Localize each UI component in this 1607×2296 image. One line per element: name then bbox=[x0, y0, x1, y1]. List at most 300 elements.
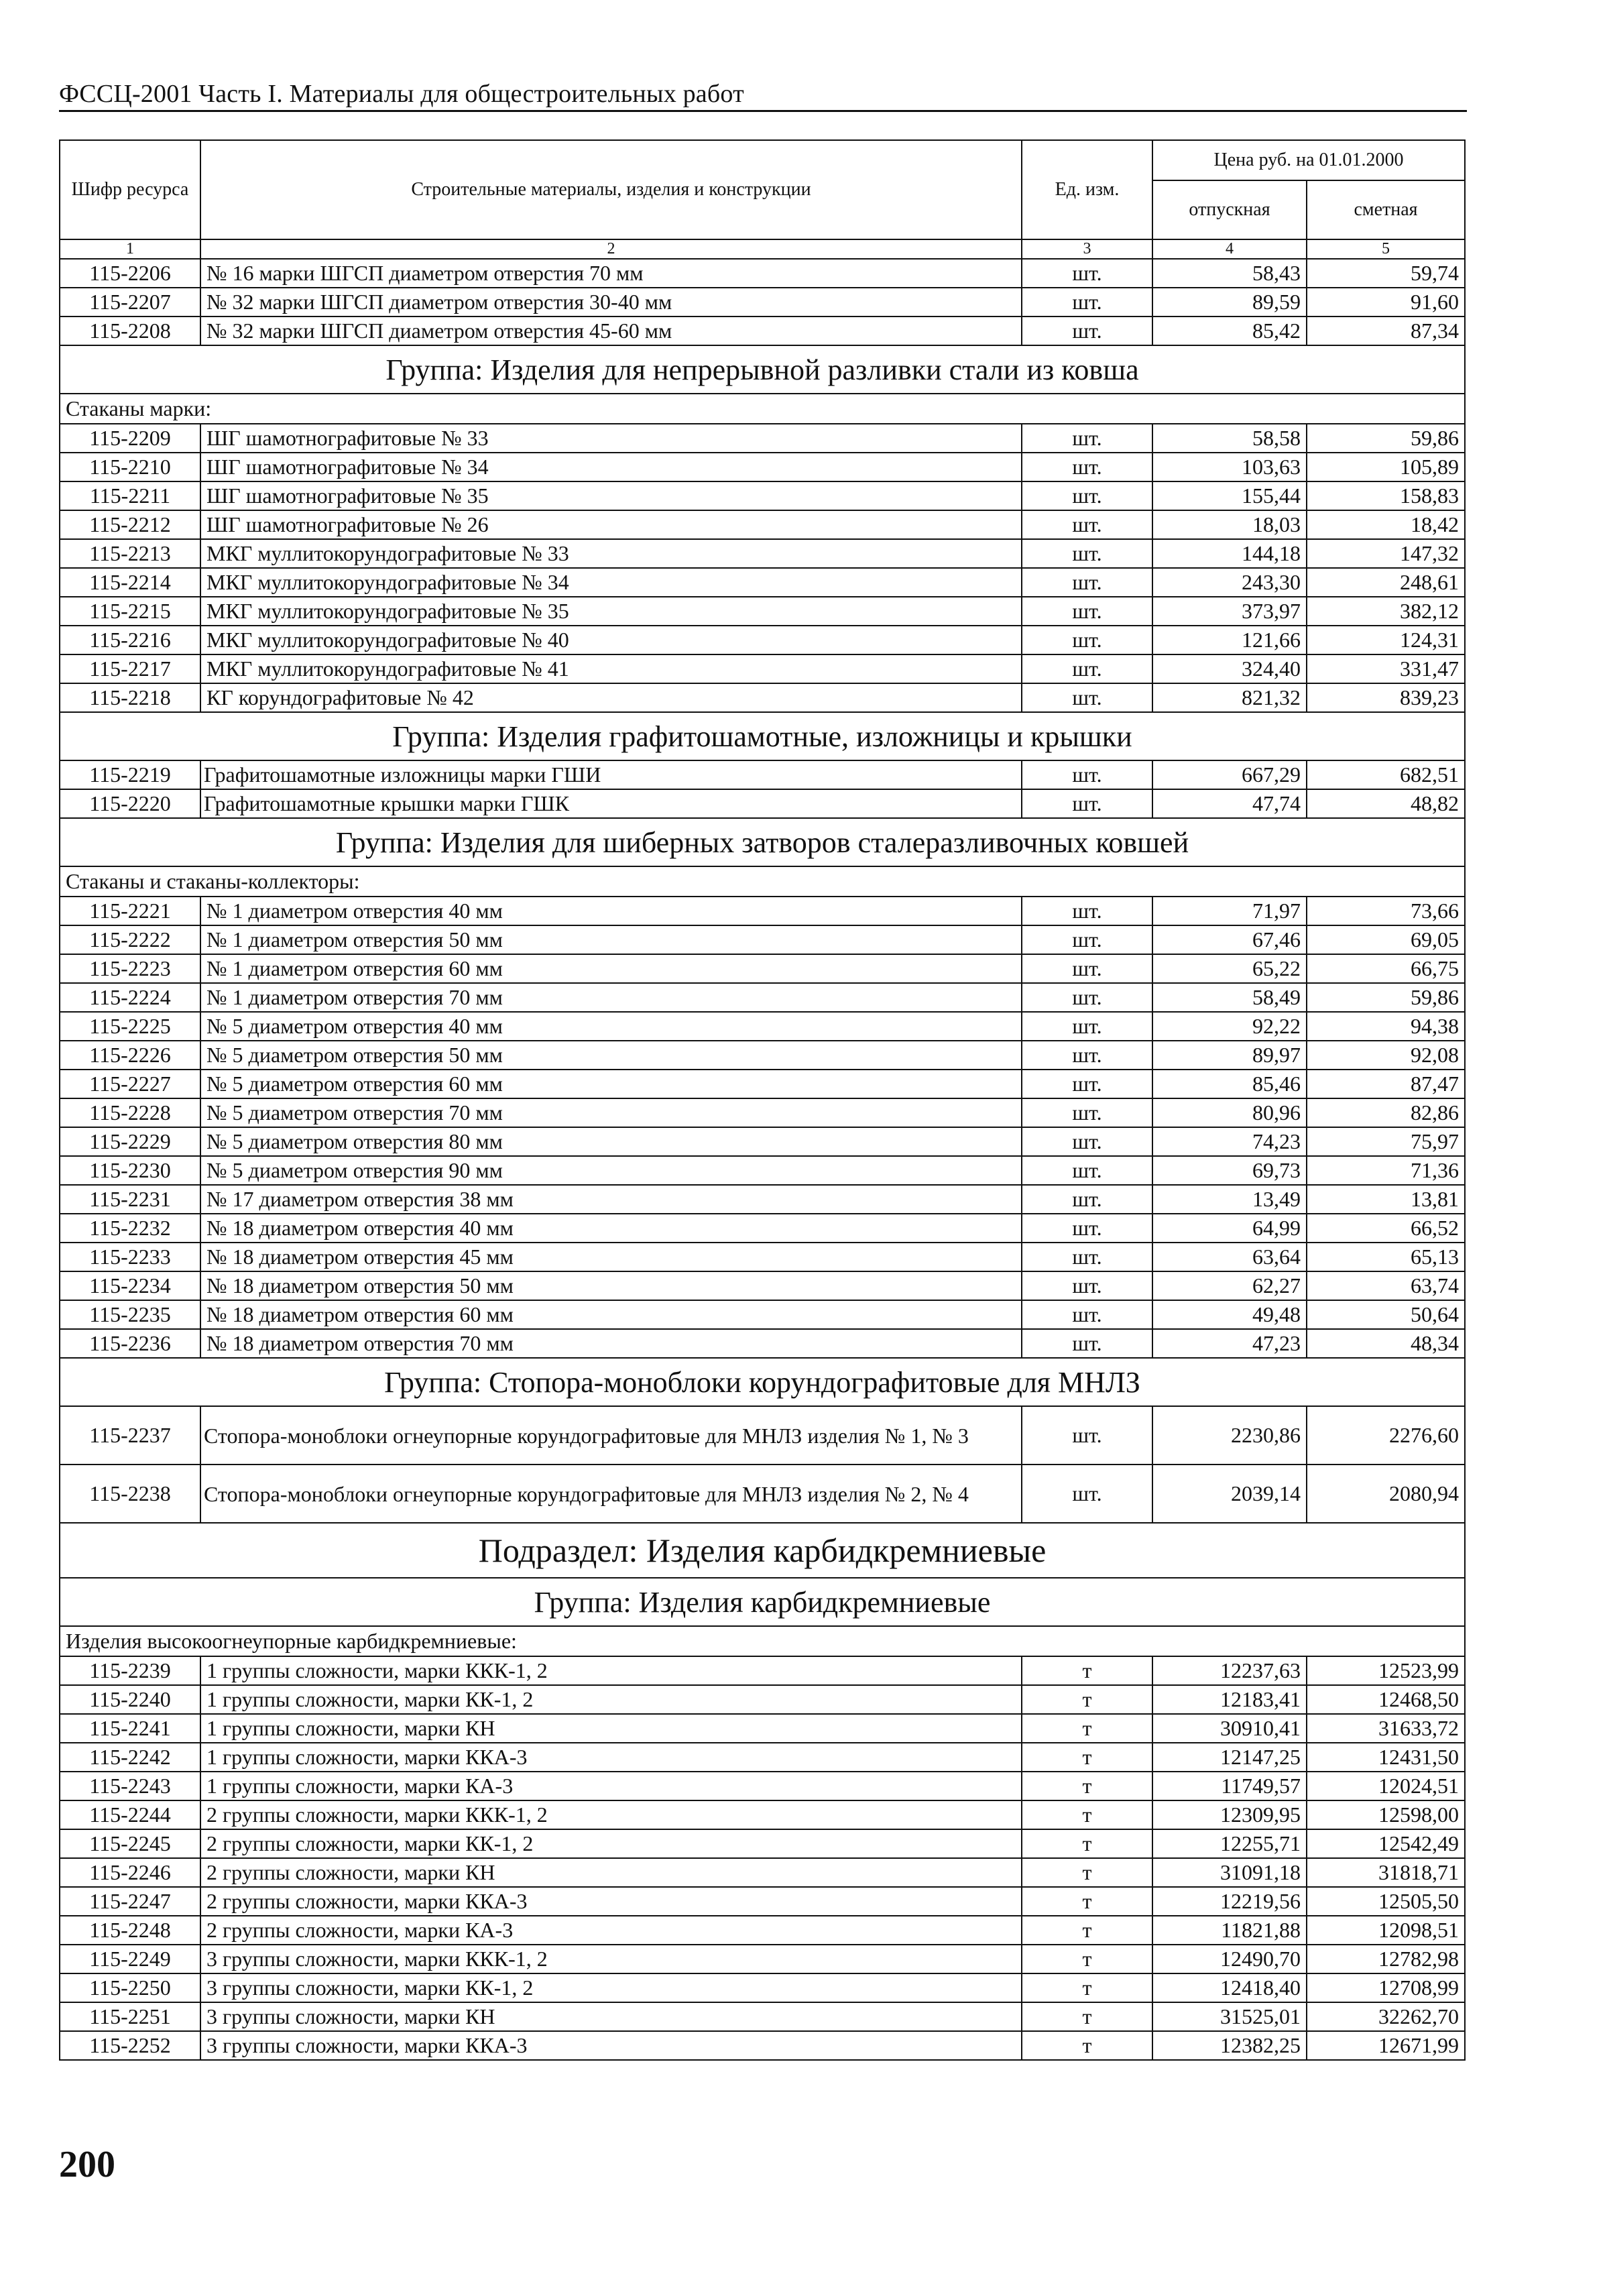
material-name: 2 группы сложности, марки ККА-3 bbox=[200, 1887, 1022, 1916]
table-row bbox=[60, 568, 1465, 597]
unit-cell: шт. bbox=[1022, 424, 1152, 453]
material-name: № 18 диаметром отверстия 45 мм bbox=[200, 1243, 1022, 1271]
estimate-price: 31633,72 bbox=[1307, 1714, 1465, 1743]
unit-cell: т bbox=[1022, 1829, 1152, 1858]
material-name: № 32 марки ШГСП диаметром отверстия 45-60 мм bbox=[200, 317, 1022, 345]
resource-code: 115-2208 bbox=[60, 317, 200, 345]
resource-code: 115-2209 bbox=[60, 424, 200, 453]
material-name: 3 группы сложности, марки ККА-3 bbox=[200, 2031, 1022, 2060]
estimate-price: 12782,98 bbox=[1307, 1945, 1465, 1973]
release-price: 31525,01 bbox=[1152, 2002, 1307, 2031]
resource-code: 115-2230 bbox=[60, 1156, 200, 1185]
unit-cell: шт. bbox=[1022, 1156, 1152, 1185]
unit-cell: т bbox=[1022, 1685, 1152, 1714]
sub-row bbox=[60, 1626, 1465, 1656]
estimate-price: 12098,51 bbox=[1307, 1916, 1465, 1945]
table-body bbox=[60, 259, 1465, 2060]
resource-code: 115-2252 bbox=[60, 2031, 200, 2060]
material-name: № 1 диаметром отверстия 60 мм bbox=[200, 954, 1022, 983]
release-price: 243,30 bbox=[1152, 568, 1307, 597]
material-name: ШГ шамотнографитовые № 26 bbox=[200, 510, 1022, 539]
table-row bbox=[60, 1714, 1465, 1743]
table-row bbox=[60, 1070, 1465, 1098]
release-price: 89,59 bbox=[1152, 288, 1307, 317]
release-price: 12382,25 bbox=[1152, 2031, 1307, 2060]
resource-code: 115-2220 bbox=[60, 789, 200, 818]
unit-cell: шт. bbox=[1022, 1300, 1152, 1329]
release-price: 92,22 bbox=[1152, 1012, 1307, 1041]
group-title: Группа: Изделия карбидкремниевые bbox=[60, 1578, 1465, 1626]
table-row bbox=[60, 259, 1465, 288]
resource-code: 115-2233 bbox=[60, 1243, 200, 1271]
resource-code: 115-2217 bbox=[60, 654, 200, 683]
release-price: 11821,88 bbox=[1152, 1916, 1307, 1945]
resource-code: 115-2244 bbox=[60, 1800, 200, 1829]
unit-cell: шт. bbox=[1022, 317, 1152, 345]
table-row bbox=[60, 683, 1465, 712]
estimate-price: 71,36 bbox=[1307, 1156, 1465, 1185]
table-row bbox=[60, 1858, 1465, 1887]
release-price: 30910,41 bbox=[1152, 1714, 1307, 1743]
unit-cell: т bbox=[1022, 1887, 1152, 1916]
estimate-price: 59,74 bbox=[1307, 259, 1465, 288]
estimate-price: 75,97 bbox=[1307, 1127, 1465, 1156]
release-price: 667,29 bbox=[1152, 760, 1307, 789]
resource-code: 115-2235 bbox=[60, 1300, 200, 1329]
material-name: 2 группы сложности, марки КН bbox=[200, 1858, 1022, 1887]
estimate-price: 105,89 bbox=[1307, 453, 1465, 481]
resource-code: 115-2215 bbox=[60, 597, 200, 626]
table-row bbox=[60, 1127, 1465, 1156]
release-price: 62,27 bbox=[1152, 1271, 1307, 1300]
material-name: Графитошамотные изложницы марки ГШИ bbox=[200, 760, 1022, 789]
release-price: 12147,25 bbox=[1152, 1743, 1307, 1772]
estimate-price: 12431,50 bbox=[1307, 1743, 1465, 1772]
material-name: Стопора-моноблоки огнеупорные корундографитовые для МНЛЗ изделия № 1, № 3 bbox=[200, 1406, 1022, 1465]
material-name: № 18 диаметром отверстия 40 мм bbox=[200, 1214, 1022, 1243]
resource-code: 115-2227 bbox=[60, 1070, 200, 1098]
release-price: 63,64 bbox=[1152, 1243, 1307, 1271]
resource-code: 115-2226 bbox=[60, 1041, 200, 1070]
sub-title: Стаканы марки: bbox=[60, 394, 1465, 424]
estimate-price: 13,81 bbox=[1307, 1185, 1465, 1214]
release-price: 324,40 bbox=[1152, 654, 1307, 683]
estimate-price: 87,34 bbox=[1307, 317, 1465, 345]
estimate-price: 63,74 bbox=[1307, 1271, 1465, 1300]
material-name: № 1 диаметром отверстия 70 мм bbox=[200, 983, 1022, 1012]
release-price: 67,46 bbox=[1152, 925, 1307, 954]
estimate-price: 331,47 bbox=[1307, 654, 1465, 683]
group-title: Группа: Изделия графитошамотные, изложницы и крышки bbox=[60, 712, 1465, 760]
table-row bbox=[60, 1271, 1465, 1300]
estimate-price: 92,08 bbox=[1307, 1041, 1465, 1070]
sub-title: Стаканы и стаканы-коллекторы: bbox=[60, 866, 1465, 897]
estimate-price: 31818,71 bbox=[1307, 1858, 1465, 1887]
material-name: 2 группы сложности, марки КА-3 bbox=[200, 1916, 1022, 1945]
group-title: Группа: Изделия для шиберных затворов сталеразливочных ковшей bbox=[60, 818, 1465, 866]
table-row bbox=[60, 510, 1465, 539]
unit-cell: шт. bbox=[1022, 1070, 1152, 1098]
unit-cell: шт. bbox=[1022, 510, 1152, 539]
estimate-price: 87,47 bbox=[1307, 1070, 1465, 1098]
col-unit-header: Ед. изм. bbox=[1022, 140, 1152, 239]
release-price: 373,97 bbox=[1152, 597, 1307, 626]
group-title: Группа: Стопора-моноблоки корундографитовые для МНЛЗ bbox=[60, 1358, 1465, 1406]
unit-cell: шт. bbox=[1022, 1041, 1152, 1070]
material-name: КГ корундографитовые № 42 bbox=[200, 683, 1022, 712]
release-price: 12219,56 bbox=[1152, 1887, 1307, 1916]
estimate-price: 82,86 bbox=[1307, 1098, 1465, 1127]
resource-code: 115-2228 bbox=[60, 1098, 200, 1127]
release-price: 13,49 bbox=[1152, 1185, 1307, 1214]
table-row bbox=[60, 1406, 1465, 1465]
material-name: № 1 диаметром отверстия 50 мм bbox=[200, 925, 1022, 954]
table-row bbox=[60, 1098, 1465, 1127]
resource-code: 115-2239 bbox=[60, 1656, 200, 1685]
page-header: ФССЦ-2001 Часть I. Материалы для общестроительных работ bbox=[59, 79, 1467, 112]
table-row bbox=[60, 983, 1465, 1012]
table-row bbox=[60, 789, 1465, 818]
unit-cell: шт. bbox=[1022, 481, 1152, 510]
unit-cell: шт. bbox=[1022, 1329, 1152, 1358]
col-index: 4 bbox=[1152, 239, 1307, 259]
unit-cell: шт. bbox=[1022, 897, 1152, 925]
section-row bbox=[60, 1523, 1465, 1578]
resource-code: 115-2243 bbox=[60, 1772, 200, 1800]
resource-code: 115-2225 bbox=[60, 1012, 200, 1041]
material-name: МКГ муллитокорундографитовые № 34 bbox=[200, 568, 1022, 597]
material-name: № 5 диаметром отверстия 70 мм bbox=[200, 1098, 1022, 1127]
resource-code: 115-2207 bbox=[60, 288, 200, 317]
release-price: 65,22 bbox=[1152, 954, 1307, 983]
release-price: 11749,57 bbox=[1152, 1772, 1307, 1800]
unit-cell: шт. bbox=[1022, 1271, 1152, 1300]
material-name: ШГ шамотнографитовые № 33 bbox=[200, 424, 1022, 453]
estimate-price: 94,38 bbox=[1307, 1012, 1465, 1041]
release-price: 2039,14 bbox=[1152, 1465, 1307, 1523]
sub-title: Изделия высокоогнеупорные карбидкремниевые: bbox=[60, 1626, 1465, 1656]
release-price: 64,99 bbox=[1152, 1214, 1307, 1243]
resource-code: 115-2250 bbox=[60, 1973, 200, 2002]
material-name: 3 группы сложности, марки ККК-1, 2 bbox=[200, 1945, 1022, 1973]
table-row bbox=[60, 453, 1465, 481]
unit-cell: т bbox=[1022, 1656, 1152, 1685]
table-row bbox=[60, 1300, 1465, 1329]
release-price: 47,74 bbox=[1152, 789, 1307, 818]
unit-cell: шт. bbox=[1022, 954, 1152, 983]
unit-cell: шт. bbox=[1022, 1127, 1152, 1156]
estimate-price: 50,64 bbox=[1307, 1300, 1465, 1329]
resource-code: 115-2247 bbox=[60, 1887, 200, 1916]
estimate-price: 682,51 bbox=[1307, 760, 1465, 789]
unit-cell: шт. bbox=[1022, 1406, 1152, 1465]
estimate-price: 2080,94 bbox=[1307, 1465, 1465, 1523]
resource-code: 115-2251 bbox=[60, 2002, 200, 2031]
estimate-price: 65,13 bbox=[1307, 1243, 1465, 1271]
release-price: 80,96 bbox=[1152, 1098, 1307, 1127]
estimate-price: 12523,99 bbox=[1307, 1656, 1465, 1685]
release-price: 12237,63 bbox=[1152, 1656, 1307, 1685]
release-price: 103,63 bbox=[1152, 453, 1307, 481]
release-price: 85,46 bbox=[1152, 1070, 1307, 1098]
release-price: 69,73 bbox=[1152, 1156, 1307, 1185]
material-name: 1 группы сложности, марки КК-1, 2 bbox=[200, 1685, 1022, 1714]
release-price: 12255,71 bbox=[1152, 1829, 1307, 1858]
table-row bbox=[60, 897, 1465, 925]
material-name: № 32 марки ШГСП диаметром отверстия 30-40 мм bbox=[200, 288, 1022, 317]
price-table bbox=[59, 139, 1466, 2061]
table-row bbox=[60, 424, 1465, 453]
material-name: № 17 диаметром отверстия 38 мм bbox=[200, 1185, 1022, 1214]
estimate-price: 12671,99 bbox=[1307, 2031, 1465, 2060]
unit-cell: шт. bbox=[1022, 1012, 1152, 1041]
material-name: № 5 диаметром отверстия 90 мм bbox=[200, 1156, 1022, 1185]
material-name: № 5 диаметром отверстия 40 мм bbox=[200, 1012, 1022, 1041]
table-row bbox=[60, 481, 1465, 510]
resource-code: 115-2240 bbox=[60, 1685, 200, 1714]
estimate-price: 66,75 bbox=[1307, 954, 1465, 983]
material-name: № 18 диаметром отверстия 60 мм bbox=[200, 1300, 1022, 1329]
material-name: МКГ муллитокорундографитовые № 40 bbox=[200, 626, 1022, 654]
release-price: 144,18 bbox=[1152, 539, 1307, 568]
resource-code: 115-2246 bbox=[60, 1858, 200, 1887]
release-price: 58,49 bbox=[1152, 983, 1307, 1012]
resource-code: 115-2211 bbox=[60, 481, 200, 510]
resource-code: 115-2223 bbox=[60, 954, 200, 983]
unit-cell: т bbox=[1022, 1973, 1152, 2002]
release-price: 12490,70 bbox=[1152, 1945, 1307, 1973]
estimate-price: 32262,70 bbox=[1307, 2002, 1465, 2031]
release-price: 18,03 bbox=[1152, 510, 1307, 539]
table-row bbox=[60, 1743, 1465, 1772]
unit-cell: шт. bbox=[1022, 1185, 1152, 1214]
sub-row bbox=[60, 394, 1465, 424]
unit-cell: шт. bbox=[1022, 453, 1152, 481]
material-name: 1 группы сложности, марки КА-3 bbox=[200, 1772, 1022, 1800]
estimate-price: 382,12 bbox=[1307, 597, 1465, 626]
table-row bbox=[60, 2002, 1465, 2031]
resource-code: 115-2219 bbox=[60, 760, 200, 789]
table-row bbox=[60, 1973, 1465, 2002]
material-name: ШГ шамотнографитовые № 34 bbox=[200, 453, 1022, 481]
material-name: 2 группы сложности, марки КК-1, 2 bbox=[200, 1829, 1022, 1858]
table-row bbox=[60, 1887, 1465, 1916]
estimate-price: 248,61 bbox=[1307, 568, 1465, 597]
resource-code: 115-2224 bbox=[60, 983, 200, 1012]
unit-cell: т bbox=[1022, 2002, 1152, 2031]
col-price-group-header: Цена руб. на 01.01.2000 bbox=[1152, 140, 1465, 180]
table-row bbox=[60, 1156, 1465, 1185]
table-row bbox=[60, 1916, 1465, 1945]
table-row bbox=[60, 1945, 1465, 1973]
release-price: 31091,18 bbox=[1152, 1858, 1307, 1887]
table-row bbox=[60, 760, 1465, 789]
table-row bbox=[60, 1185, 1465, 1214]
estimate-price: 12542,49 bbox=[1307, 1829, 1465, 1858]
release-price: 58,58 bbox=[1152, 424, 1307, 453]
table-row bbox=[60, 288, 1465, 317]
estimate-price: 18,42 bbox=[1307, 510, 1465, 539]
material-name: 2 группы сложности, марки ККК-1, 2 bbox=[200, 1800, 1022, 1829]
group-row bbox=[60, 1358, 1465, 1406]
unit-cell: т bbox=[1022, 1743, 1152, 1772]
estimate-price: 2276,60 bbox=[1307, 1406, 1465, 1465]
resource-code: 115-2245 bbox=[60, 1829, 200, 1858]
release-price: 47,23 bbox=[1152, 1329, 1307, 1358]
estimate-price: 124,31 bbox=[1307, 626, 1465, 654]
col-code-header: Шифр ресурса bbox=[60, 140, 200, 239]
group-title: Группа: Изделия для непрерывной разливки стали из ковша bbox=[60, 345, 1465, 394]
unit-cell: шт. bbox=[1022, 683, 1152, 712]
table-row bbox=[60, 1041, 1465, 1070]
estimate-price: 147,32 bbox=[1307, 539, 1465, 568]
release-price: 58,43 bbox=[1152, 259, 1307, 288]
release-price: 12418,40 bbox=[1152, 1973, 1307, 2002]
unit-cell: т bbox=[1022, 1858, 1152, 1887]
estimate-price: 839,23 bbox=[1307, 683, 1465, 712]
material-name: 3 группы сложности, марки КН bbox=[200, 2002, 1022, 2031]
table-row bbox=[60, 954, 1465, 983]
estimate-price: 158,83 bbox=[1307, 481, 1465, 510]
resource-code: 115-2248 bbox=[60, 1916, 200, 1945]
unit-cell: т bbox=[1022, 2031, 1152, 2060]
estimate-price: 59,86 bbox=[1307, 983, 1465, 1012]
material-name: № 5 диаметром отверстия 60 мм bbox=[200, 1070, 1022, 1098]
release-price: 2230,86 bbox=[1152, 1406, 1307, 1465]
unit-cell: шт. bbox=[1022, 789, 1152, 818]
resource-code: 115-2221 bbox=[60, 897, 200, 925]
resource-code: 115-2213 bbox=[60, 539, 200, 568]
col-index: 2 bbox=[200, 239, 1022, 259]
material-name: № 5 диаметром отверстия 50 мм bbox=[200, 1041, 1022, 1070]
table-row bbox=[60, 1243, 1465, 1271]
unit-cell: шт. bbox=[1022, 1098, 1152, 1127]
col-price-release-header: отпускная bbox=[1152, 180, 1307, 239]
release-price: 89,97 bbox=[1152, 1041, 1307, 1070]
table-row bbox=[60, 1214, 1465, 1243]
estimate-price: 48,82 bbox=[1307, 789, 1465, 818]
estimate-price: 12468,50 bbox=[1307, 1685, 1465, 1714]
estimate-price: 69,05 bbox=[1307, 925, 1465, 954]
estimate-price: 12708,99 bbox=[1307, 1973, 1465, 2002]
table-row bbox=[60, 539, 1465, 568]
material-name: Стопора-моноблоки огнеупорные корундографитовые для МНЛЗ изделия № 2, № 4 bbox=[200, 1465, 1022, 1523]
material-name: МКГ муллитокорундографитовые № 33 bbox=[200, 539, 1022, 568]
estimate-price: 73,66 bbox=[1307, 897, 1465, 925]
table-row bbox=[60, 626, 1465, 654]
estimate-price: 66,52 bbox=[1307, 1214, 1465, 1243]
unit-cell: т bbox=[1022, 1772, 1152, 1800]
table-row bbox=[60, 925, 1465, 954]
table-row bbox=[60, 1329, 1465, 1358]
col-price-estimate-header: сметная bbox=[1307, 180, 1465, 239]
estimate-price: 12598,00 bbox=[1307, 1800, 1465, 1829]
unit-cell: шт. bbox=[1022, 1243, 1152, 1271]
unit-cell: шт. bbox=[1022, 1465, 1152, 1523]
unit-cell: шт. bbox=[1022, 288, 1152, 317]
resource-code: 115-2212 bbox=[60, 510, 200, 539]
material-name: 3 группы сложности, марки КК-1, 2 bbox=[200, 1973, 1022, 2002]
release-price: 85,42 bbox=[1152, 317, 1307, 345]
unit-cell: шт. bbox=[1022, 568, 1152, 597]
unit-cell: т bbox=[1022, 1916, 1152, 1945]
resource-code: 115-2214 bbox=[60, 568, 200, 597]
release-price: 74,23 bbox=[1152, 1127, 1307, 1156]
release-price: 12309,95 bbox=[1152, 1800, 1307, 1829]
unit-cell: шт. bbox=[1022, 259, 1152, 288]
estimate-price: 59,86 bbox=[1307, 424, 1465, 453]
resource-code: 115-2210 bbox=[60, 453, 200, 481]
table-row bbox=[60, 1772, 1465, 1800]
resource-code: 115-2236 bbox=[60, 1329, 200, 1358]
resource-code: 115-2232 bbox=[60, 1214, 200, 1243]
material-name: № 5 диаметром отверстия 80 мм bbox=[200, 1127, 1022, 1156]
resource-code: 115-2237 bbox=[60, 1406, 200, 1465]
table-row bbox=[60, 317, 1465, 345]
resource-code: 115-2229 bbox=[60, 1127, 200, 1156]
material-name: 1 группы сложности, марки КН bbox=[200, 1714, 1022, 1743]
table-row bbox=[60, 1829, 1465, 1858]
table-row bbox=[60, 1465, 1465, 1523]
group-row bbox=[60, 712, 1465, 760]
table-row bbox=[60, 597, 1465, 626]
release-price: 12183,41 bbox=[1152, 1685, 1307, 1714]
unit-cell: шт. bbox=[1022, 925, 1152, 954]
release-price: 71,97 bbox=[1152, 897, 1307, 925]
release-price: 821,32 bbox=[1152, 683, 1307, 712]
section-title: Подраздел: Изделия карбидкремниевые bbox=[60, 1523, 1465, 1578]
material-name: МКГ муллитокорундографитовые № 41 bbox=[200, 654, 1022, 683]
material-name: 1 группы сложности, марки ККА-3 bbox=[200, 1743, 1022, 1772]
unit-cell: шт. bbox=[1022, 597, 1152, 626]
table-row bbox=[60, 1800, 1465, 1829]
group-row bbox=[60, 1578, 1465, 1626]
release-price: 121,66 bbox=[1152, 626, 1307, 654]
col-index: 1 bbox=[60, 239, 200, 259]
unit-cell: шт. bbox=[1022, 983, 1152, 1012]
resource-code: 115-2222 bbox=[60, 925, 200, 954]
resource-code: 115-2218 bbox=[60, 683, 200, 712]
material-name: № 18 диаметром отверстия 50 мм bbox=[200, 1271, 1022, 1300]
material-name: 1 группы сложности, марки ККК-1, 2 bbox=[200, 1656, 1022, 1685]
unit-cell: шт. bbox=[1022, 539, 1152, 568]
resource-code: 115-2231 bbox=[60, 1185, 200, 1214]
unit-cell: т bbox=[1022, 1800, 1152, 1829]
material-name: № 1 диаметром отверстия 40 мм bbox=[200, 897, 1022, 925]
resource-code: 115-2216 bbox=[60, 626, 200, 654]
material-name: МКГ муллитокорундографитовые № 35 bbox=[200, 597, 1022, 626]
table-row bbox=[60, 1685, 1465, 1714]
page-number: 200 bbox=[59, 2144, 115, 2185]
sub-row bbox=[60, 866, 1465, 897]
unit-cell: т bbox=[1022, 1714, 1152, 1743]
unit-cell: шт. bbox=[1022, 654, 1152, 683]
table-row bbox=[60, 1656, 1465, 1685]
material-name: № 16 марки ШГСП диаметром отверстия 70 мм bbox=[200, 259, 1022, 288]
group-row bbox=[60, 818, 1465, 866]
resource-code: 115-2238 bbox=[60, 1465, 200, 1523]
estimate-price: 91,60 bbox=[1307, 288, 1465, 317]
table-row bbox=[60, 1012, 1465, 1041]
unit-cell: шт. bbox=[1022, 1214, 1152, 1243]
estimate-price: 12024,51 bbox=[1307, 1772, 1465, 1800]
release-price: 155,44 bbox=[1152, 481, 1307, 510]
resource-code: 115-2206 bbox=[60, 259, 200, 288]
col-index: 3 bbox=[1022, 239, 1152, 259]
material-name: № 18 диаметром отверстия 70 мм bbox=[200, 1329, 1022, 1358]
release-price: 49,48 bbox=[1152, 1300, 1307, 1329]
group-row bbox=[60, 345, 1465, 394]
